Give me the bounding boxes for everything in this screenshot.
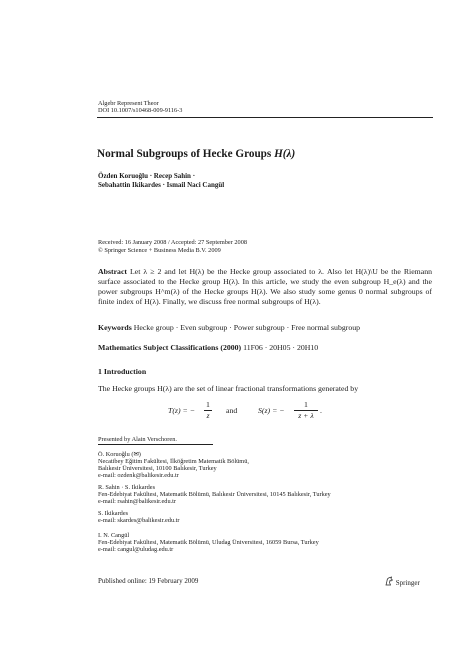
received-date: Received: 16 January 2008 / Accepted: 27 September 2008	[98, 239, 247, 246]
eq-and: and	[226, 406, 238, 415]
author3-name: S. Ikikardes	[98, 510, 129, 517]
author4-email: e-mail: cangul@uludag.edu.tr	[98, 546, 174, 553]
keywords-label: Keywords	[98, 323, 132, 332]
author1-affiliation-2: Balıkesir Üniversitesi, 10100 Balıkesir, Turkey	[98, 465, 217, 472]
author2-affiliation: Fen-Edebiyat Fakültesi, Matematik Bölümü, Balıkesir Üniversitesi, 10145 Balıkesir, Turkey	[98, 491, 331, 498]
eq-s-denominator: z + λ	[294, 410, 318, 421]
author1-affiliation-1: Necatibey Eğitim Fakültesi, İlköğretim Matematik Bölümü,	[98, 458, 249, 465]
published-online: Published online: 19 February 2009	[98, 577, 199, 585]
eq-t-numerator: 1	[206, 400, 210, 409]
abstract	[98, 267, 432, 307]
abstract-text: Let λ ≥ 2 and let H(λ) be the Hecke group associated to λ. Also let H(λ)\U be the Riemann surface associated to the Hecke group H(λ). In this article, we study the even subgroup H_e(λ) and the power subgroups H^m(λ) of the Hecke groups H(λ). We also study some genus 0 normal subgroups of finite index of H(λ). Finally, we discuss free normal subgroups of H(λ).	[98, 267, 432, 306]
authors-line-1: Özden Koruoğlu · Recep Sahin ·	[98, 172, 196, 180]
title-text: Normal Subgroups of Hecke Groups	[97, 148, 272, 160]
eq-s-lhs: S(z) = −	[258, 406, 285, 415]
springer-horse-icon	[384, 576, 394, 586]
eq-s-fraction	[294, 400, 318, 421]
subject-classification	[98, 343, 318, 353]
author3-email: e-mail: skardes@balikesir.edu.tr	[98, 517, 180, 524]
eq-t-fraction	[204, 400, 212, 421]
publisher-name: Springer	[395, 579, 420, 587]
author2-name: R. Sahin · S. Ikikardes	[98, 484, 156, 491]
copyright: © Springer Science + Business Media B.V. 2009	[98, 247, 221, 254]
keywords-text: Hecke group · Even subgroup · Power subgroup · Free normal subgroup	[133, 323, 361, 332]
eq-s-numerator: 1	[304, 400, 308, 409]
msc-text: 11F06 · 20H05 · 20H10	[243, 343, 319, 352]
footnote-rule	[98, 444, 213, 445]
keywords	[98, 323, 360, 333]
author2-email: e-mail: rsahin@balikesir.edu.tr	[98, 498, 177, 505]
eq-t-lhs: T(z) = −	[168, 406, 195, 415]
eq-t-denominator: z	[204, 410, 212, 421]
presented-by: Presented by Alain Verschoren.	[98, 436, 177, 443]
authors-line-2: Sebahattin Ikikardes · Ismail Naci Cangül	[98, 181, 225, 189]
intro-paragraph: The Hecke groups H(λ) are the set of linear fractional transformations generated by	[98, 384, 359, 393]
author1-email: e-mail: ozdenk@balikesir.edu.tr	[98, 472, 179, 479]
eq-end: .	[320, 406, 322, 415]
header-rule	[97, 117, 433, 118]
journal-name: Algebr Represent Theor	[98, 100, 159, 107]
author4-affiliation: Fen-Edebiyat Fakültesi, Matematik Bölümü, Uludag Üniversitesi, 16059 Bursa, Turkey	[98, 539, 319, 546]
publisher-logo	[384, 576, 420, 588]
abstract-label: Abstract	[98, 267, 128, 276]
title-math: H(λ)	[274, 148, 296, 160]
section-heading: 1 Introduction	[98, 367, 147, 376]
msc-label: Mathematics Subject Classifications (2000)	[98, 343, 242, 352]
author4-name: I. N. Cangül	[98, 532, 130, 539]
doi: DOI 10.1007/s10468-009-9116-3	[98, 107, 183, 114]
author1-name: Ö. Koruoğlu (✉)	[98, 451, 141, 458]
paper-title	[97, 148, 295, 160]
